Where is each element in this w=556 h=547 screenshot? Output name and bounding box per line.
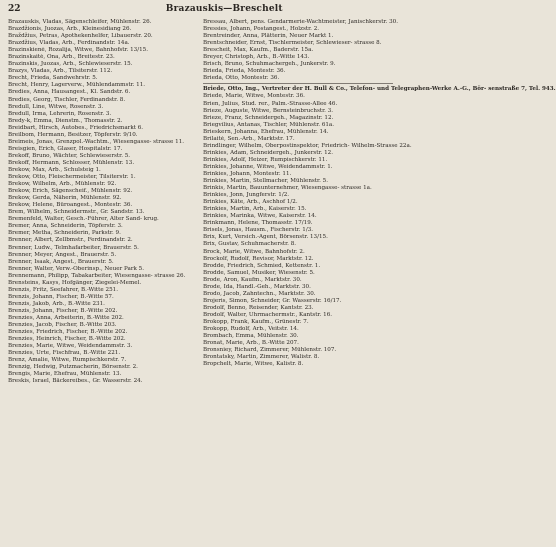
directory-entry: Bronsniey, Richard, Zimmerer, Mühlenstr. 107.	[203, 347, 337, 354]
directory-entry: Brilaitė, Sen.-Arb., Marktstr. 17.	[203, 135, 295, 142]
directory-entry: Brieskern, Johanna, Ehefrau, Mühlenstr. 14.	[203, 128, 329, 135]
directory-entry: Brekow, Gerda, Näherin, Mühlenstr. 92.	[8, 195, 122, 202]
directory-entry: Brinkies, Martin, Arb., Kaiserstr. 15.	[203, 206, 307, 213]
directory-entry: Brazinskis, Juozas, Arb., Schlewieserstr. 15.	[8, 61, 133, 68]
directory-entry: Brecht, Frieda, Sandwehrstr. 5.	[8, 75, 98, 82]
directory-entry: Braždžius, Petras, Apothekenhelfer, Libauerstr. 20.	[8, 33, 153, 40]
directory-entry: Brinkies, Marinka, Witwe, Kaiserstr. 14.	[203, 213, 317, 220]
directory-entry: Brojeris, Simon, Schneider, Gr. Wasserstr. 16/17.	[203, 297, 342, 304]
directory-entry: Briede, Otto, Ing., Vertreter der H. Bull & Co., Telefon- und Telegraphen-Werke A.-G., Bör- senstraße 7, Tel. 943.	[203, 86, 556, 93]
directory-entry: Brieda, Frieda, Montestr. 36.	[203, 68, 286, 75]
directory-entry: Bremenfeld, Walter, Gesch.-Führer, Alter Sand- krug.	[8, 216, 159, 223]
directory-entry: Brazdžius, Vladas, Arb., Ferdinandstr. 14a.	[8, 40, 130, 47]
directory-entry: Brinkmann, Helene, Thomasstr. 17/19.	[203, 220, 313, 227]
directory-entry: Bredies, Georg, Tischler, Ferdinandstr. 8.	[8, 96, 126, 103]
directory-entry: Bressau, Albert, pens. Gendarmerie-Wachtmeister, Janischkerstr. 30.	[203, 19, 398, 25]
directory-entry: Breyer, Christoph, Arb., B.-Witte 143.	[203, 54, 310, 61]
directory-entry: Bremer, Metha, Schneiderin, Parkstr. 9.	[8, 230, 121, 237]
directory-entry: Brinkis, Martin, Bauunternehmer, Wiesengasse- strasse 1a.	[203, 185, 372, 192]
directory-entry: Brix, Kurt, Versich.-Agent, Börsenstr. 13/15.	[203, 234, 328, 241]
directory-entry: Brisels, Jonas, Hausm., Fischerstr. 1/3.	[203, 227, 314, 234]
directory-entry: Brodde, Friedrich, Schmied, Kettenstr. 1.	[203, 262, 321, 269]
directory-entry: Brinkies, Adolf, Heizer, Rumpischkerstr. 11.	[203, 156, 328, 163]
directory-entry: Brekoff, Hermann, Schlosser, Mühlenstr. 13.	[8, 159, 135, 166]
directory-entry: Brenzis, Johann, Fischer, B.-Witte 57.	[8, 293, 114, 300]
directory-entry: Brenzies, Friedrich, Fischer, B.-Witte 202.	[8, 329, 128, 336]
directory-entry: Brenzies, Anna, Arbeiterin, B.-Witte 202.	[8, 314, 124, 321]
directory-entry: Brenzies, Heinrich, Fischer, B.-Witte 202.	[8, 336, 126, 343]
directory-entry: Brenzig, Hedwig, Putzmacherin, Börsenstr. 2.	[8, 364, 138, 371]
directory-entry: Bressies, Johann, Postangest., Holzstr. 2.	[203, 26, 320, 33]
directory-entry: Brix, Gustav, Schuhmacherstr. 8.	[203, 241, 297, 248]
directory-entry: Brinkies, Käte, Arb., Aschhof 1/2.	[203, 199, 298, 206]
directory-entry: Brenzis, Fritz, Seefahrer, B.-Witte 251.	[8, 286, 118, 293]
directory-entry: Brenzies, Marie, Witwe, Weidendammstr. 3.	[8, 343, 133, 350]
directory-entry: Brenzis, Jakob, Arb., B.-Witte 231.	[8, 300, 105, 307]
directory-entry: Breilbom, Hermann, Besitzer, Töpferstr. 9/10.	[8, 131, 138, 138]
directory-entry: Bredy-k, Emma, Dienstm., Thomasstr. 2.	[8, 117, 123, 124]
directory-entry: Brontatsky, Martin, Zimmerer, Walistr. 8.	[203, 354, 320, 361]
directory-entry: Brodolf, Walter, Uhrmachermstr., Kantstr. 16.	[203, 311, 333, 318]
directory-entry: Breskis, Israel, Bäckereibes., Gr. Wasserstr. 24.	[8, 378, 143, 385]
directory-entry: Brenner, Albert, Zellbmstr., Ferdinandstr. 2.	[8, 237, 133, 244]
right-column	[203, 19, 556, 385]
directory-entry: Brenzies, Urte, Fischfrau, B.-Witte 221.	[8, 350, 121, 357]
directory-entry: Brinkies, Martin, Stellmacher, Mühlenstr. 5.	[203, 178, 328, 185]
directory-entry: Brekow, Erich, Sägenscheif., Mühlenstr. 92.	[8, 188, 133, 195]
directory-entry: Brien, Julius, Stud. rer., Palm.-Strasse-Allee 46.	[203, 100, 338, 107]
directory-entry: Brazys, Vladas, Arb., Tilsiterstr. 112.	[8, 68, 113, 75]
directory-entry: Brennemann, Philipp, Tabakarbeiter, Wiesengasse- strasse 26.	[8, 272, 186, 279]
directory-entry: Brokopp, Frank, Kaufm., Grünestr. 7.	[203, 318, 309, 325]
directory-entry: Brekow, Max, Arb., Schulsteig 1.	[8, 166, 101, 173]
directory-entry: Brisch, Bruno, Schuhmachergeh., Junkerstr. 9.	[203, 61, 336, 68]
directory-entry: Brodolf, Benno, Reisender, Kantstr. 23.	[203, 304, 314, 311]
directory-entry: Brenzies, Jacob, Fischer, B.-Witte 203.	[8, 322, 117, 329]
directory-entry: Brinkies, Jonn, Jungferstr. 1/2.	[203, 192, 290, 199]
directory-entry: Breimeis, Jonas, Grenzpol.-Wachtm., Wiesengasse- strasse 11.	[8, 138, 185, 145]
page-number: 22	[8, 4, 21, 14]
directory-entry: Bredull, Line, Witwe, Rosenstr. 3.	[8, 103, 104, 110]
directory-entry: Bredies, Anna, Hausangest., Kl. Sandstr. 6.	[8, 89, 131, 96]
directory-entry: Brazdžionis, Juozas, Arb., Kleinesidiang 26.	[8, 26, 132, 33]
directory-entry: Bredull, Irma, Lehrerin, Rosenstr. 3.	[8, 110, 112, 117]
directory-entry: Brenzis, Johann, Fischer, B.-Witte 202.	[8, 307, 118, 314]
divider	[203, 83, 393, 84]
directory-entry: Brazinskienė, Rozalija, Witwe, Bahnhofstr. 13/15.	[8, 47, 149, 54]
directory-entry: Brieze, Auguste, Witwe, Bernsteinbruchstr. 3.	[203, 107, 334, 114]
directory-entry: Brieze, Franz, Schneidergeh., Magazinstr. 12.	[203, 114, 334, 121]
directory-entry: Brescheit, Max, Kaufm., Baderstr. 15a.	[203, 47, 314, 54]
directory-entry: Brentschneider, Ernst, Tischlermeister, Schlewieser- strasse 8.	[203, 40, 382, 47]
directory-entry: Brode, Aron, Kaufm., Marktstr. 30.	[203, 276, 302, 283]
directory-entry: Brengis, Marie, Ehefrau, Mühlenstr. 13.	[8, 371, 122, 378]
directory-entry: Brecht, Henry, Lagerverw., Mühlendammstr. 11.	[8, 82, 146, 89]
directory-entry: Brazinskaitė, Ona, Arb., Breitestr. 23.	[8, 54, 115, 61]
directory-entry: Brokopp, Rudolf, Arb., Veitstr. 14.	[203, 326, 299, 333]
directory-entry: Brekow, Helene, Büroangest., Montestr. 36.	[8, 202, 133, 209]
directory-entry: Brindlinger, Wilhelm, Oberpostinspektor, Friedrich- Wilhelm-Strasse 22a.	[203, 142, 412, 149]
directory-entry: Breisgien, Erich, Glaser, Hospitalstr. 17.	[8, 145, 123, 152]
directory-entry: Brekoff, Bruno, Wächter, Schlewieserstr. 5.	[8, 152, 131, 159]
directory-entry: Bronat, Marie, Arb., B.-Witte 207.	[203, 340, 299, 347]
page-header	[8, 4, 393, 17]
running-title: Brazauskis—Breschelt	[165, 4, 283, 14]
directory-entry: Brenz, Amalie, Witwe, Rumpischkerstr. 7.	[8, 357, 127, 364]
directory-entry: Brenner, Walter, Verw.-Oberinsp., Neuer Park 5.	[8, 265, 145, 272]
directory-entry: Brombach, Emma, Mühlenstr. 30.	[203, 333, 299, 340]
directory-entry: Brodde, Samuel, Musiker, Wiesenstr. 5.	[203, 269, 315, 276]
directory-entry: Brenner, Isaak, Angest., Brauerstr. 5.	[8, 258, 114, 265]
directory-entry: Brem, Wilhelm, Schneidermstr., Gr. Sandstr. 13.	[8, 209, 145, 216]
directory-entry: Brinkies, Johann, Montestr. 11.	[203, 170, 292, 177]
directory-entry: Bremer, Anna, Schneiderin, Töpferstr. 3.	[8, 223, 123, 230]
directory-entry: Brieda, Otto, Montestr. 36.	[203, 75, 280, 82]
directory-entry: Brode, Ida, Handl.-Geh., Marktstr. 30.	[203, 283, 311, 290]
directory-entry: Brazauskis, Vladas, Sägenschleifer, Mühlenstr. 26.	[8, 19, 152, 25]
directory-entry: Brekow, Otto, Fleischermeister, Tilsiterstr. 1.	[8, 174, 136, 181]
left-column	[8, 19, 197, 385]
directory-entry: Brentreinder, Anna, Plätterin, Neuer Markt 1.	[203, 33, 334, 40]
directory-entry: Brekow, Wilhelm, Arb., Mühlenstr. 92.	[8, 181, 117, 188]
directory-entry: Brinkies, Johanne, Witwe, Weidendammstr. 1.	[203, 163, 333, 170]
directory-entry: Brenner, Ludw., Telmhafarbeiter, Brauerstr. 5.	[8, 244, 139, 251]
directory-entry: Brensteins, Kasys, Hofgänger, Ziegelei-Memel.	[8, 279, 142, 286]
directory-entry: Brockolf, Rudolf, Revisor, Marktstr. 12.	[203, 255, 314, 262]
directory-entry: Briegvilius, Antanas, Tischler, Mühlenstr. 61a.	[203, 121, 335, 128]
directory-entry: Briede, Marie, Witwe, Montestr. 36.	[203, 93, 305, 100]
columns	[8, 19, 556, 385]
directory-entry: Brinkies, Adam, Schneidergeh., Junkerstr. 12.	[203, 149, 334, 156]
directory-entry: Bropchelt, Marie, Witwe, Kalistr. 8.	[203, 361, 304, 368]
directory-entry: Brodo, Jacob, Zahntechn., Marktstr. 30.	[203, 290, 316, 297]
directory-entry: Breidbart, Hirsch, Autobes., Friedrichsmarkt 6.	[8, 124, 144, 131]
directory-entry: Brenner, Meyer, Angest., Brauerstr. 5.	[8, 251, 117, 258]
directory-entry: Brock, Marie, Witwe, Bahnhofstr. 2.	[203, 248, 305, 255]
